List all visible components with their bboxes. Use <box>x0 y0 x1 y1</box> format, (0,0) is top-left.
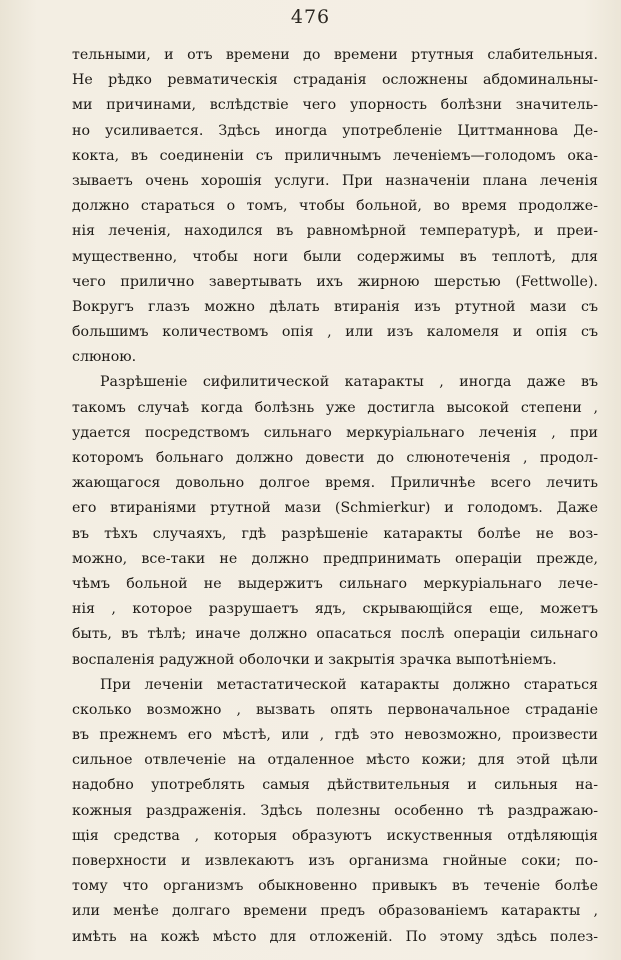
text-line: Вокругъ глазъ можно дѣлать втиранія изъ ртутной мази съ <box>72 298 598 315</box>
text-line: въ прежнемъ его мѣстѣ, или , гдѣ это невозможно, произвести <box>72 727 598 744</box>
text-line: нія леченія, находился въ равномѣрной температурѣ, и преи- <box>72 223 598 240</box>
text-line: быть, въ тѣлѣ; иначе должно опасаться послѣ операціи сильнаго <box>72 626 598 643</box>
text-line: нія , которое разрушаетъ ядъ, скрывающійся еще, можетъ <box>72 601 598 618</box>
text-line: въ тѣхъ случаяхъ, гдѣ разрѣшеніе катаракты болѣе не воз- <box>72 525 598 542</box>
text-line: сильное отвлеченіе на отдаленное мѣсто кожи; для этой цѣли <box>72 752 598 769</box>
text-line: чѣмъ больной не выдержитъ сильнаго меркуріальнаго лече- <box>72 575 598 592</box>
text-line: кожныя раздраженія. Здѣсь полезны особенно тѣ раздражаю- <box>72 802 598 819</box>
text-line: поверхности и извлекаютъ изъ организма гнойные соки; по- <box>72 853 598 869</box>
text-line: чего прилично завертывать ихъ жирною шерстью (Fettwolle). <box>72 273 598 290</box>
text-line: которомъ больнаго должно довести до слюнотеченія , продол- <box>72 450 598 466</box>
text-line: Не рѣдко ревматическія страданія осложнены абдоминальны- <box>72 72 598 89</box>
text-line: но усиливается. Здѣсь иногда употребленіе Циттманнова Де- <box>72 122 598 139</box>
text-line: надобно употреблять самыя дѣйствительныя и сильныя на- <box>72 777 598 794</box>
paragraph-1 <box>72 43 598 370</box>
text-line: сколько возможно , вызвать опять первоначальное страданіе <box>72 701 598 718</box>
text-line: жающагося довольно долгое время. Приличнѣе всего лечить <box>72 475 598 492</box>
text-line: удается посредствомъ сильнаго меркуріальнаго леченія , при <box>72 424 598 441</box>
text-line: слюною. <box>72 349 137 366</box>
text-line: имѣть на кожѣ мѣсто для отложеній. По этому здѣсь полез- <box>72 928 598 945</box>
body-text <box>72 43 598 950</box>
text-line: щія средства , которыя образуютъ искуственныя отдѣляющія <box>72 827 598 844</box>
text-line: можно, все-таки не должно предпринимать операціи прежде, <box>72 550 598 567</box>
text-line: тому что организмъ обыкновенно привыкъ въ теченіе болѣе <box>72 878 598 895</box>
text-line: должно стараться о томъ, чтобы больной, во время продолже- <box>72 198 598 215</box>
text-line: воспаленія радужной оболочки и закрытія зрачка выпотѣніемъ. <box>72 651 557 668</box>
text-line: Разрѣшеніе сифилитической катаракты , иногда даже въ <box>100 374 598 391</box>
text-line: При леченіи метастатической катаракты должно стараться <box>100 676 598 693</box>
text-line: кокта, въ соединеніи съ приличнымъ леченіемъ—голодомъ ока- <box>72 147 598 164</box>
paragraph-3 <box>72 673 598 950</box>
text-line: тельными, и отъ времени до времени ртутныя слабительныя. <box>72 47 598 63</box>
text-line: его втираніями ртутной мази (Schmierkur) и голодомъ. Даже <box>72 500 598 517</box>
text-line: зываетъ очень хорошія услуги. При назначеніи плана леченія <box>72 172 598 189</box>
text-line: большимъ количествомъ опія , или изъ каломеля и опія съ <box>72 324 598 341</box>
page-number: 476 <box>290 6 331 28</box>
text-line: такомъ случаѣ когда болѣзнь уже достигла высокой степени , <box>72 399 598 416</box>
text-line: мущественно, чтобы ноги были содержимы въ теплотѣ, для <box>72 248 598 265</box>
text-line: ми причинами, вслѣдствіе чего упорность болѣзни значитель- <box>72 97 598 114</box>
text-line: или менѣе долгаго времени предъ образованіемъ катаракты , <box>72 903 598 920</box>
paragraph-2 <box>72 370 598 672</box>
